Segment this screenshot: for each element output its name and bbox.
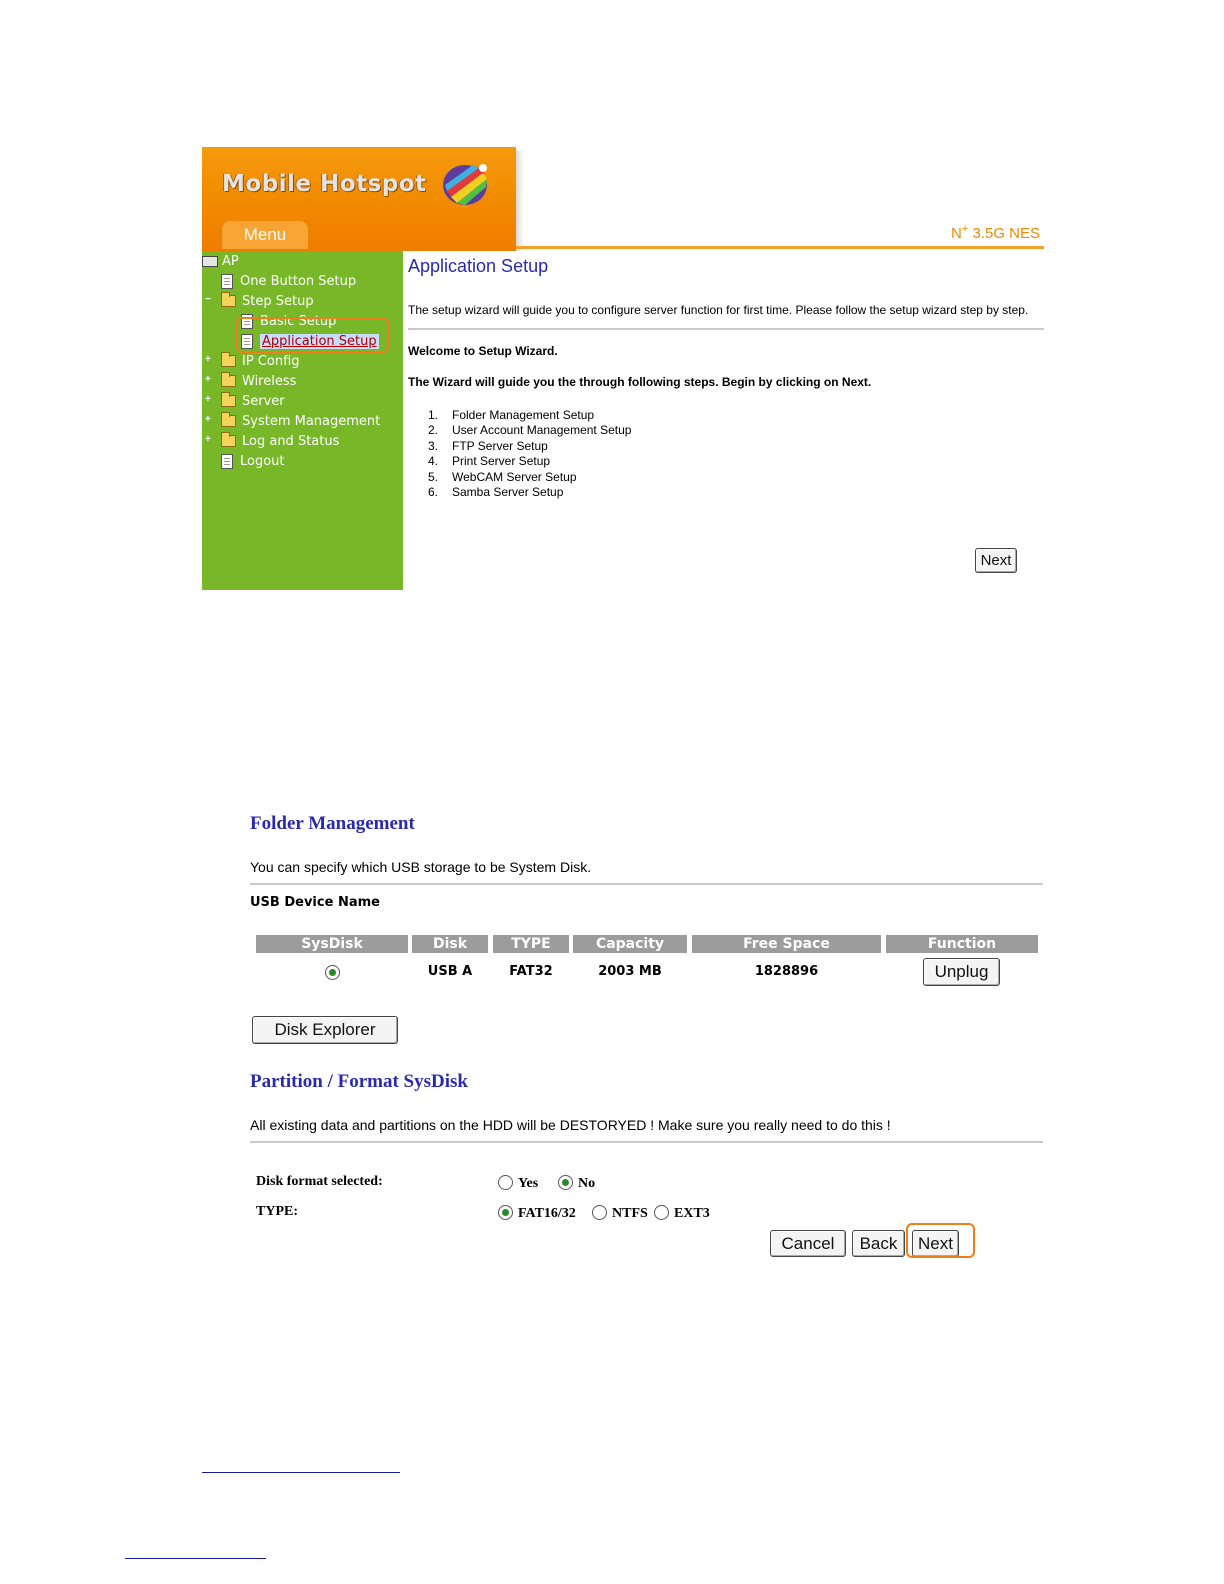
guide-text: The Wizard will guide you the through following steps. Begin by clicking on Next. <box>408 375 872 389</box>
column-header-capacity: Capacity <box>573 935 687 953</box>
step-number: 4. <box>428 454 439 469</box>
unplug-button[interactable]: Unplug <box>923 958 1000 986</box>
sidebar-item-label: System Management <box>242 413 381 429</box>
step-label: WebCAM Server Setup <box>452 469 577 484</box>
brand-superscript: + <box>961 223 969 235</box>
computer-icon <box>202 256 218 267</box>
partition-warning: All existing data and partitions on the HDD will be DESTORYED ! Make sure you really need to do this ! <box>250 1117 891 1133</box>
sidebar-item-step-setup[interactable] <box>221 292 314 310</box>
step-number: 6. <box>428 484 439 499</box>
folder-management-heading: Folder Management <box>250 813 415 834</box>
disk-explorer-button[interactable]: Disk Explorer <box>252 1016 398 1044</box>
step-number: 1. <box>428 408 439 422</box>
selection-highlight <box>236 317 389 353</box>
column-header-free-space: Free Space <box>692 935 881 953</box>
usb-device-label: USB Device Name <box>250 895 380 910</box>
free-space-cell: 1828896 <box>754 964 819 979</box>
globe-logo-icon <box>439 159 491 209</box>
sidebar-item-system-management[interactable] <box>221 412 380 430</box>
wizard-steps-list <box>428 408 631 500</box>
list-item <box>428 439 631 454</box>
type-fat-radio[interactable] <box>498 1205 513 1220</box>
step-number: 2. <box>428 423 439 438</box>
collapse-icon[interactable]: − <box>205 294 211 305</box>
step-label: Samba Server Setup <box>452 484 564 499</box>
column-header-function: Function <box>886 935 1038 953</box>
list-item <box>428 423 631 438</box>
sidebar-item-log-and-status[interactable] <box>221 432 339 450</box>
main-content <box>403 251 1044 590</box>
document-icon <box>221 274 233 289</box>
app-header <box>202 147 1044 251</box>
step-label: FTP Server Setup <box>452 438 548 453</box>
type-ntfs-radio[interactable] <box>592 1205 607 1220</box>
step-label: Folder Management Setup <box>452 408 595 422</box>
cancel-button[interactable]: Cancel <box>770 1230 846 1257</box>
page-description: The setup wizard will guide you to configure server function for first time. Please follow the setup wizard step by step. <box>408 303 1029 317</box>
header-banner <box>202 147 516 251</box>
next-button[interactable]: Next <box>975 548 1017 573</box>
expand-icon[interactable]: + <box>205 354 211 365</box>
type-label: TYPE: <box>256 1204 298 1219</box>
expand-icon[interactable]: + <box>205 414 211 425</box>
tree-root-label: AP <box>222 253 239 269</box>
folder-description: You can specify which USB storage to be System Disk. <box>250 859 592 875</box>
sidebar-item-label: One Button Setup <box>240 273 357 289</box>
step-label: User Account Management Setup <box>452 423 632 438</box>
format-yes-label: Yes <box>518 1176 539 1191</box>
back-button[interactable]: Back <box>852 1230 905 1257</box>
footnote-rule <box>125 1558 266 1559</box>
list-item <box>428 454 631 469</box>
footnote-rule <box>202 1472 400 1473</box>
capacity-cell: 2003 MB <box>598 964 662 979</box>
brand-prefix: N <box>951 225 962 242</box>
folder-icon <box>221 375 236 387</box>
sidebar-item-label: Logout <box>240 453 285 469</box>
menu-tab[interactable]: Menu <box>222 221 308 249</box>
welcome-text: Welcome to Setup Wizard. <box>408 344 558 358</box>
divider <box>408 328 1044 330</box>
sidebar-item-label: Log and Status <box>242 433 340 449</box>
next-highlight <box>906 1223 975 1258</box>
sidebar-item-one-button-setup[interactable] <box>221 272 356 290</box>
open-folder-icon <box>221 295 236 307</box>
format-no-label: No <box>578 1176 596 1191</box>
type-ext3-label: EXT3 <box>674 1206 710 1221</box>
format-no-radio[interactable] <box>558 1175 573 1190</box>
expand-icon[interactable]: + <box>205 394 211 405</box>
sidebar-item-server[interactable] <box>221 392 285 410</box>
list-item <box>428 408 631 423</box>
header-divider <box>516 246 1044 249</box>
disk-cell: USB A <box>427 964 473 979</box>
expand-icon[interactable]: + <box>205 434 211 445</box>
type-fat-label: FAT16/32 <box>518 1206 576 1221</box>
partition-format-heading: Partition / Format SysDisk <box>250 1071 468 1092</box>
tree-root[interactable] <box>202 252 239 270</box>
sidebar-item-label: Wireless <box>242 373 297 389</box>
next-button[interactable]: Next <box>912 1230 959 1257</box>
sidebar-item-label: Basic Setup <box>260 313 337 329</box>
sidebar-item-label: Application Setup <box>262 333 377 349</box>
folder-icon <box>221 395 236 407</box>
step-number: 3. <box>428 438 439 453</box>
application-setup-screenshot <box>202 147 1044 590</box>
column-header-sysdisk: SysDisk <box>256 935 408 953</box>
brand-suffix: 3.5G NES <box>972 225 1040 242</box>
column-header-disk: Disk <box>412 935 488 953</box>
sidebar-item-label: Step Setup <box>242 293 314 309</box>
list-item <box>428 470 631 485</box>
folder-icon <box>221 435 236 447</box>
folder-icon <box>221 355 236 367</box>
sidebar-item-logout[interactable] <box>221 452 285 470</box>
sysdisk-radio[interactable] <box>325 965 340 980</box>
type-ntfs-label: NTFS <box>612 1206 648 1221</box>
step-number: 5. <box>428 469 439 484</box>
brand-label <box>951 223 1040 242</box>
disk-format-label: Disk format selected: <box>256 1174 383 1189</box>
sidebar-item-label: IP Config <box>242 353 300 369</box>
list-item <box>428 485 631 500</box>
page-title: Application Setup <box>408 256 549 276</box>
expand-icon[interactable]: + <box>205 374 211 385</box>
sidebar-item-wireless[interactable] <box>221 372 296 390</box>
sidebar-tree <box>202 251 403 590</box>
sidebar-item-label: Server <box>242 393 285 409</box>
type-ext3-radio[interactable] <box>654 1205 669 1220</box>
divider <box>250 883 1043 885</box>
sidebar-item-ip-config[interactable] <box>221 352 300 370</box>
type-cell: FAT32 <box>509 964 553 979</box>
format-yes-radio[interactable] <box>498 1175 513 1190</box>
step-label: Print Server Setup <box>452 454 551 469</box>
document-icon <box>221 454 233 469</box>
divider <box>250 1141 1043 1143</box>
folder-icon <box>221 415 236 427</box>
column-header-type: TYPE <box>493 935 569 953</box>
app-title: Mobile Hotspot <box>222 171 427 197</box>
